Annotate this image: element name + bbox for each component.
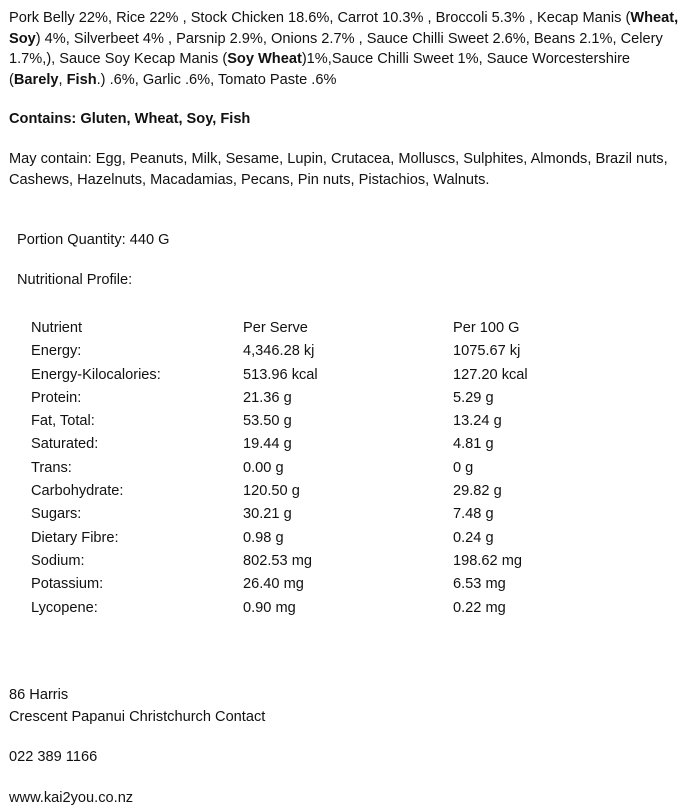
per-100g-value: 7.48 g (453, 506, 494, 523)
per-serve-value: 19.44 g (243, 436, 292, 453)
per-serve-value: 26.40 mg (243, 576, 304, 593)
nutrient-name: Saturated: (31, 436, 99, 453)
per-serve-value: 0.00 g (243, 459, 284, 476)
table-row (31, 457, 653, 480)
nutrition-table (31, 317, 653, 620)
nutrient-name: Dietary Fibre: (31, 529, 119, 546)
ingredients-text: , (58, 71, 67, 88)
table-row (31, 410, 653, 433)
allergen-highlight: Soy Wheat (227, 51, 302, 67)
nutrient-name: Fat, Total: (31, 413, 95, 430)
allergen-highlight: Barely (13, 71, 59, 88)
table-row (31, 527, 653, 550)
table-row (31, 433, 653, 456)
table-row (31, 597, 653, 620)
ingredients-text: .) .6%, Garlic .6%, Tomato Paste .6% (96, 71, 337, 88)
per-100g-value: 1075.67 kj (453, 343, 521, 360)
nutrient-name: Sodium: (31, 552, 85, 569)
per-serve-value: 0.90 mg (243, 599, 296, 616)
nutrient-name: Lycopene: (31, 599, 98, 616)
per-100g-value: 0.24 g (453, 529, 494, 546)
may-contain-statement: May contain: Egg, Peanuts, Milk, Sesame, Lupin, Crutacea, Molluscs, Sulphites, Almonds, Brazil nuts, Cashews, Hazelnuts, Macadamias, Pecans, Pin nuts, Pistachios, Walnuts. (9, 151, 668, 188)
table-row (31, 503, 653, 526)
per-serve-value: 513.96 kcal (243, 366, 318, 383)
table-row (31, 550, 653, 573)
ingredients-text: ) 4%, Silverbeet 4% , Parsnip 2.9%, Onions 2.7% , Sauce Chilli Sweet 2.6%, Beans 2.1%, Celery 1.7%,), Sauce Soy Kecap Manis ( (9, 30, 663, 67)
column-header-per-100g: Per 100 G (453, 320, 520, 336)
allergen-highlight: Wheat, Soy (9, 10, 679, 47)
ingredients-text: )1%,Sauce Chilli Sweet 1%, Sauce Worcestershire ( (9, 51, 631, 88)
nutrient-name: Energy: (31, 343, 82, 360)
ingredients-text: Pork Belly 22%, Rice 22% , Stock Chicken 18.6%, Carrot 10.3% , Broccoli 5.3% , Kecap Manis ( (9, 10, 631, 26)
nutrient-name: Energy-Kilocalories: (31, 366, 161, 383)
column-header-per-serve: Per Serve (243, 320, 308, 336)
nutrient-name: Trans: (31, 459, 72, 476)
table-row (31, 340, 653, 363)
per-100g-value: 198.62 mg (453, 552, 522, 569)
ingredients-list (9, 8, 687, 90)
nutrient-name: Carbohydrate: (31, 483, 124, 500)
per-100g-value: 127.20 kcal (453, 366, 528, 383)
table-row (31, 364, 653, 387)
per-serve-value: 4,346.28 kj (243, 343, 315, 360)
nutrient-name: Protein: (31, 389, 82, 406)
allergen-contains: Contains: Gluten, Wheat, Soy, Fish (9, 111, 251, 127)
per-100g-value: 29.82 g (453, 483, 502, 500)
per-100g-value: 5.29 g (453, 389, 494, 406)
allergen-highlight: Fish (66, 71, 97, 88)
nutrient-name: Sugars: (31, 506, 82, 523)
nutrient-name: Potassium: (31, 576, 104, 593)
per-100g-value: 0.22 mg (453, 599, 506, 616)
per-100g-value: 4.81 g (453, 436, 494, 453)
nutritional-profile-title: Nutritional Profile: (17, 272, 133, 288)
website-link: www.kai2you.co.nz (9, 790, 134, 806)
per-serve-value: 53.50 g (243, 413, 292, 430)
per-serve-value: 0.98 g (243, 529, 284, 546)
per-serve-value: 30.21 g (243, 506, 292, 523)
phone-number: 022 389 1166 (9, 749, 98, 765)
per-serve-value: 21.36 g (243, 389, 292, 406)
address-line-2: Crescent Papanui Christchurch Contact (9, 709, 266, 725)
table-row (31, 480, 653, 503)
per-100g-value: 6.53 mg (453, 576, 506, 593)
per-100g-value: 13.24 g (453, 413, 502, 430)
table-row (31, 573, 653, 596)
address-line-1: 86 Harris (9, 687, 69, 703)
per-serve-value: 120.50 g (243, 483, 300, 500)
table-header-row (31, 317, 653, 340)
column-header-nutrient: Nutrient (31, 320, 83, 336)
per-serve-value: 802.53 mg (243, 552, 312, 569)
per-100g-value: 0 g (453, 459, 474, 476)
portion-quantity: Portion Quantity: 440 G (17, 232, 170, 248)
table-row (31, 387, 653, 410)
